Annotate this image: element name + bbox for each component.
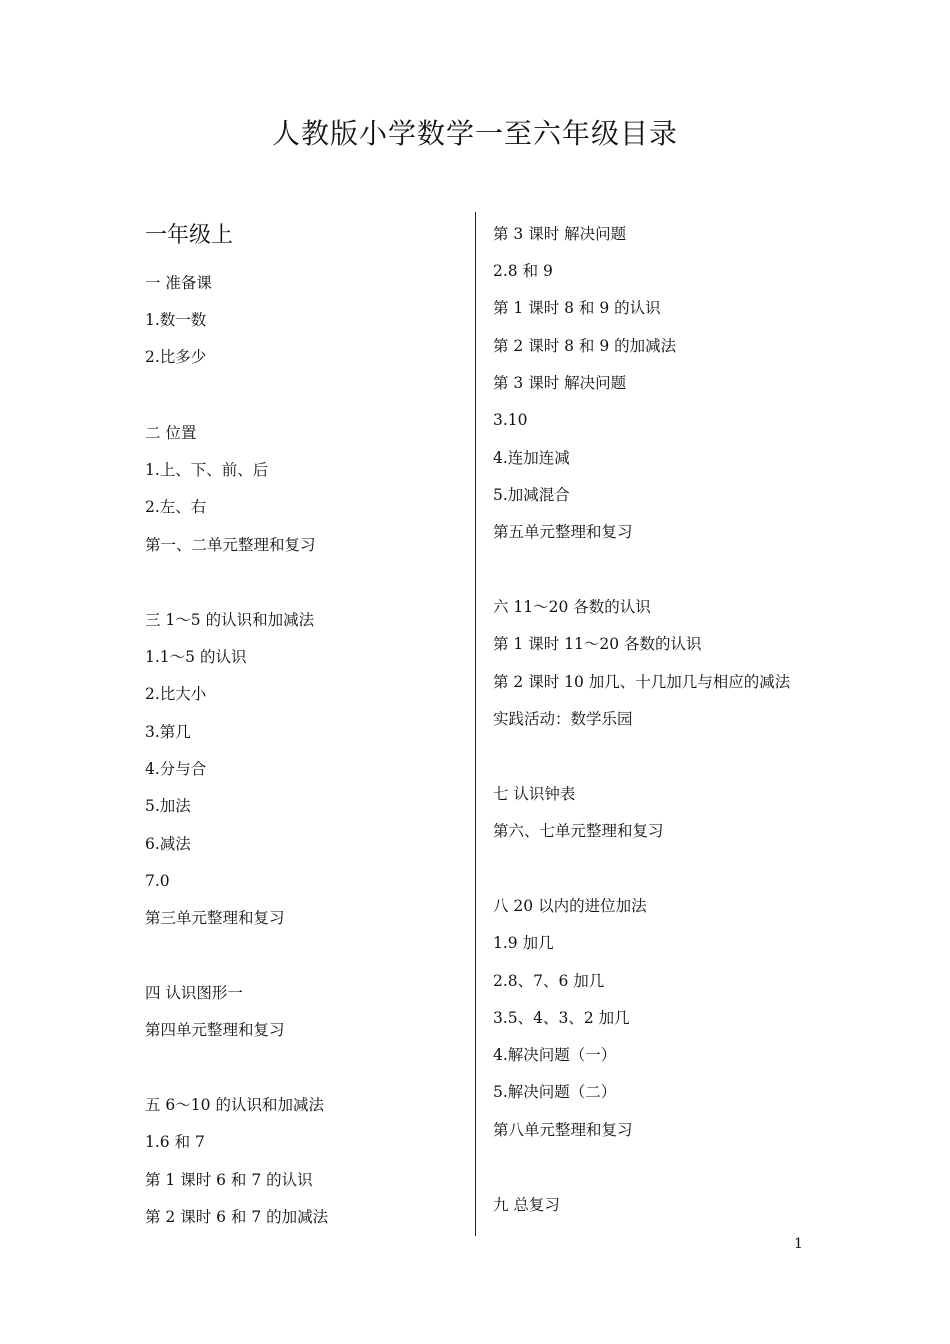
toc-unit-heading: 七 认识钟表 xyxy=(493,785,576,803)
toc-entry: 第 2 课时 8 和 9 的加减法 xyxy=(493,337,677,355)
toc-entry: 第六、七单元整理和复习 xyxy=(493,822,664,840)
toc-entry: 第五单元整理和复习 xyxy=(493,523,633,541)
toc-entry: 3.5、4、3、2 加几 xyxy=(493,1009,630,1027)
toc-unit-heading: 五 6～10 的认识和加减法 xyxy=(145,1096,324,1114)
toc-entry: 1.上、下、前、后 xyxy=(145,461,269,479)
toc-entry: 5.解决问题（二） xyxy=(493,1083,617,1101)
toc-entry: 2.比多少 xyxy=(145,348,207,366)
toc-entry: 3.10 xyxy=(493,411,528,429)
toc-entry: 2.比大小 xyxy=(145,685,207,703)
toc-entry: 第四单元整理和复习 xyxy=(145,1021,285,1039)
toc-entry: 4.解决问题（一） xyxy=(493,1046,617,1064)
toc-entry: 7.0 xyxy=(145,872,170,890)
toc-entry: 实践活动：数学乐园 xyxy=(493,710,633,728)
toc-entry: 1.1～5 的认识 xyxy=(145,648,247,666)
toc-entry: 5.加法 xyxy=(145,797,191,815)
page-title: 人教版小学数学一至六年级目录 xyxy=(271,117,678,150)
toc-entry: 第 3 课时 解决问题 xyxy=(493,374,627,392)
toc-entry: 6.减法 xyxy=(145,835,191,853)
toc-unit-heading: 一 准备课 xyxy=(145,274,212,292)
toc-entry: 第 2 课时 6 和 7 的加减法 xyxy=(145,1208,329,1226)
toc-entry: 1.数一数 xyxy=(145,311,207,329)
toc-entry: 第 1 课时 8 和 9 的认识 xyxy=(493,299,661,317)
toc-entry: 第八单元整理和复习 xyxy=(493,1121,633,1139)
toc-entry: 第 3 课时 解决问题 xyxy=(493,225,627,243)
toc-entry: 第三单元整理和复习 xyxy=(145,909,285,927)
toc-unit-heading: 四 认识图形一 xyxy=(145,984,243,1002)
toc-entry: 1.9 加几 xyxy=(493,934,554,952)
toc-entry: 5.加减混合 xyxy=(493,486,570,504)
toc-entry: 4.连加连减 xyxy=(493,449,570,467)
toc-grade-heading: 一年级上 xyxy=(145,223,234,248)
toc-entry: 2.8 和 9 xyxy=(493,262,553,280)
toc-unit-heading: 九 总复习 xyxy=(493,1196,560,1214)
toc-entry: 3.第几 xyxy=(145,723,191,741)
toc-entry: 1.6 和 7 xyxy=(145,1133,205,1151)
toc-unit-heading: 八 20 以内的进位加法 xyxy=(493,897,647,915)
page-number: 1 xyxy=(794,1236,803,1252)
toc-entry: 第 2 课时 10 加几、十几加几与相应的减法 xyxy=(493,673,791,691)
toc-entry: 第 1 课时 11～20 各数的认识 xyxy=(493,635,702,653)
toc-entry: 2.8、7、6 加几 xyxy=(493,972,605,990)
column-divider xyxy=(475,212,476,1236)
toc-entry: 2.左、右 xyxy=(145,498,207,516)
toc-entry: 第一、二单元整理和复习 xyxy=(145,536,316,554)
toc-unit-heading: 六 11～20 各数的认识 xyxy=(493,598,651,616)
toc-entry: 第 1 课时 6 和 7 的认识 xyxy=(145,1171,313,1189)
toc-entry: 4.分与合 xyxy=(145,760,207,778)
toc-unit-heading: 二 位置 xyxy=(145,424,197,442)
toc-unit-heading: 三 1～5 的认识和加减法 xyxy=(145,611,315,629)
